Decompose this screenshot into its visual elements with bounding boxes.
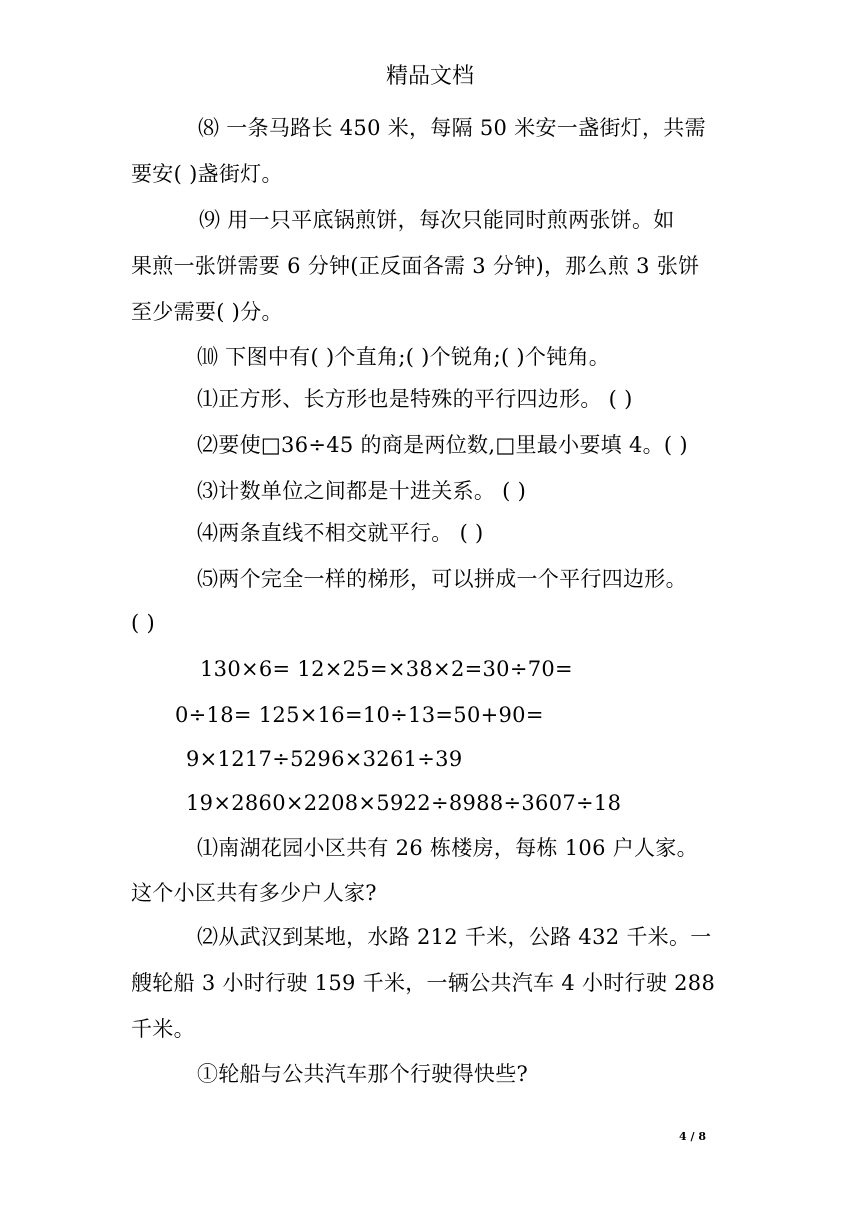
page-header: 精品文档 xyxy=(385,64,474,89)
question-9-line-1: ⑼ 用一只平底锅煎饼，每次只能同时煎两张饼。如 xyxy=(199,208,675,232)
calc-line-3: 9×1217÷5296×3261÷39 xyxy=(186,747,463,771)
problem-2-sub-1: ①轮船与公共汽车那个行驶得快些? xyxy=(197,1062,529,1086)
calc-line-4: 19×2860×2208×5922÷8988÷3607÷18 xyxy=(186,791,622,815)
question-8-line-1: ⑻ 一条马路长 450 米，每隔 50 米安一盏街灯，共需 xyxy=(198,116,706,140)
problem-2-line-1: ⑵从武汉到某地，水路 212 千米，公路 432 千米。一 xyxy=(197,925,712,949)
judge-4: ⑷两条直线不相交就平行。 ( ) xyxy=(197,521,484,545)
calc-line-2: 0÷18= 125×16=10÷13=50+90= xyxy=(175,703,544,727)
judge-3: ⑶计数单位之间都是十进关系。 ( ) xyxy=(197,479,527,503)
question-9-line-3: 至少需要( )分。 xyxy=(131,300,283,324)
question-10: ⑽ 下图中有( )个直角;( )个锐角;( )个钝角。 xyxy=(197,345,611,369)
question-9-line-2: 果煎一张饼需要 6 分钟(正反面各需 3 分钟)，那么煎 3 张饼 xyxy=(131,254,700,278)
judge-1: ⑴正方形、长方形也是特殊的平行四边形。 ( ) xyxy=(197,387,633,411)
question-8-line-2: 要安( )盏街灯。 xyxy=(131,162,283,186)
judge-5-line-2: ( ) xyxy=(131,611,155,635)
problem-2-line-3: 千米。 xyxy=(131,1017,195,1041)
problem-1-line-1: ⑴南湖花园小区共有 26 栋楼房，每栋 106 户人家。 xyxy=(197,836,698,860)
problem-1-line-2: 这个小区共有多少户人家? xyxy=(131,881,377,905)
calc-line-1: 130×6= 12×25=×38×2=30÷70= xyxy=(200,657,573,681)
judge-5-line-1: ⑸两个完全一样的梯形，可以拼成一个平行四边形。 xyxy=(197,567,687,591)
judge-2: ⑵要使□36÷45 的商是两位数,□里最小要填 4。( ) xyxy=(197,433,688,457)
page-number: 4 / 8 xyxy=(679,1130,706,1143)
problem-2-line-2: 艘轮船 3 小时行驶 159 千米，一辆公共汽车 4 小时行驶 288 xyxy=(131,971,716,995)
